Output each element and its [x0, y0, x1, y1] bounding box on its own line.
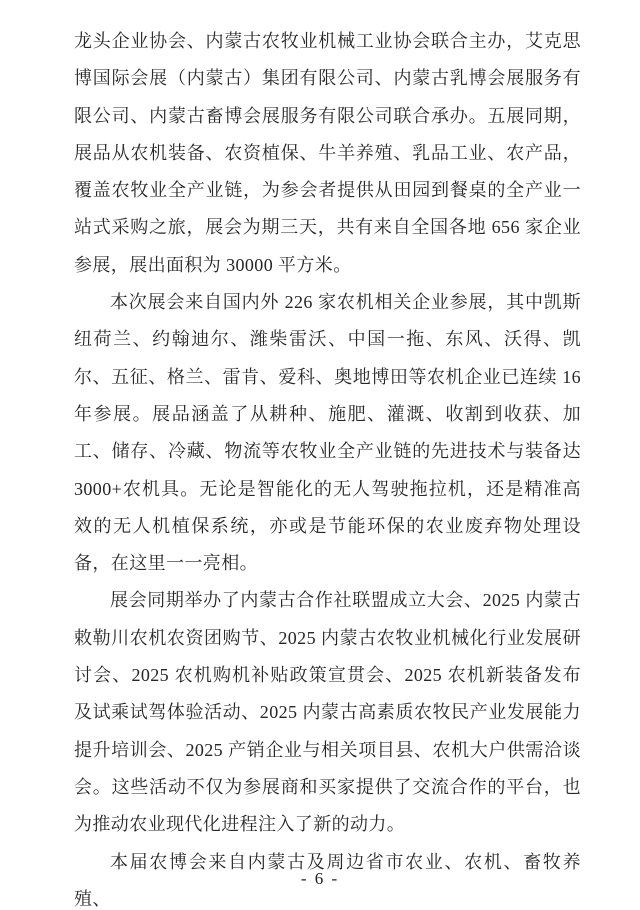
page-number: - 6 -: [300, 869, 340, 888]
paragraph-4: 本届农博会来自内蒙古及周边省市农业、农机、畜牧养殖、: [74, 851, 581, 909]
paragraph-2: 本次展会来自国内外 226 家农机相关企业参展，其中凯斯纽荷兰、约翰迪尔、潍柴雷沃、中国一拖、东风、沃得、凯尔、五征、格兰、雷肯、爱科、奥地博田等农机企业已连续 16 年参展。展品涵盖了从耕种、施肥、灌溉、收割到收获、加工、储存、冷藏、物流等农牧业全产业链的先进技术与装备达 3000+农机具。无论是智能化的无人驾驶拖拉机，还是精准高效的无人机植保系统，亦或是节能环保的农业废弃物处理设备，在这里一一亮相。: [74, 292, 581, 574]
paragraph-1: 龙头企业协会、内蒙古农牧业机械工业协会联合主办，艾克思博国际会展（内蒙古）集团有限公司、内蒙古乳博会展服务有限公司、内蒙古畜博会展服务有限公司联合承办。五展同期，展品从农机装备、农资植保、牛羊养殖、乳品工业、农产品，覆盖农牧业全产业链，为参会者提供从田园到餐桌的全产业一站式采购之旅，展会为期三天，共有来自全国各地 656 家企业参展，展出面积为 30000 平方米。: [74, 31, 581, 275]
paragraph-3: 展会同期举办了内蒙古合作社联盟成立大会、2025 内蒙古敕勒川农机农资团购节、2025 内蒙古农牧业机械化行业发展研讨会、2025 农机购机补贴政策宣贯会、2025 农机新装备发布及试乘试驾体验活动、2025 内蒙古高素质农牧民产业发展能力提升培训会、2025 产销企业与相关项目县、农机大户供需洽谈会。这些活动不仅为参展商和买家提供了交流合作的平台，也为推动农业现代化进程注入了新的动力。: [74, 590, 581, 835]
document-body: [74, 23, 581, 910]
